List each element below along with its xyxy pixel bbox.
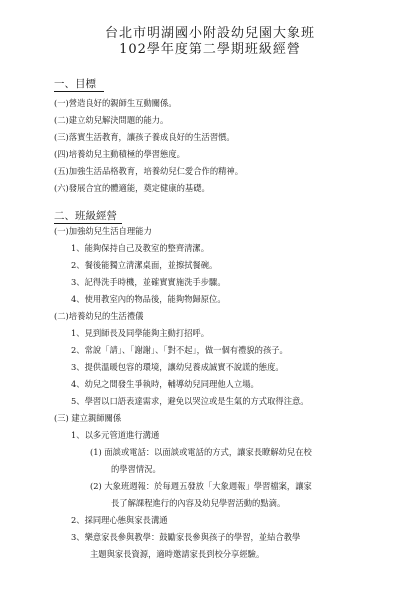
list-item: 2、採同理心態與家長溝通 — [71, 515, 168, 525]
list-item: 3、記得洗手時機，並確實實施洗手步驟。 — [71, 277, 226, 287]
list-item: 1、能夠保持自己及教室的整齊清潔。 — [71, 243, 210, 253]
goal-item: (四)培養幼兒主動積極的學習態度。 — [54, 149, 185, 159]
list-item: 3、樂意家長參與教學：鼓勵家長參與孩子的學習，並結合教學 — [71, 532, 301, 542]
subsection-title-parent-relations: (三) 建立親師關係 — [54, 413, 122, 423]
list-item-detail-continued: 長了解課程進行的內容及幼兒學習活動的點滴。 — [111, 498, 286, 508]
list-item-detail-continued: 的學習情況。 — [111, 464, 161, 474]
list-item: 2、餐後能獨立清潔桌面，並擦拭餐碗。 — [71, 260, 218, 270]
list-item: 3、提供溫暖包容的環境，讓幼兒養成誠實不說謊的態度。 — [71, 362, 284, 372]
document-title-school: 台北市明湖國小附設幼兒園大象班 — [104, 26, 315, 41]
subsection-title-etiquette: (二)培養幼兒的生活禮儀 — [54, 311, 144, 321]
list-item: 5、學習以口語表達需求，避免以哭泣或是生氣的方式取得注意。 — [71, 396, 309, 406]
list-item-detail: (1) 面談或電話：以面談或電話的方式，讓家長瞭解幼兒在校 — [90, 447, 312, 457]
list-item: 4、使用教室內的物品後，能夠物歸原位。 — [71, 294, 226, 304]
list-item: 2、常說「請」、「謝謝」、「對不起」，做一個有禮貌的孩子。 — [71, 345, 288, 355]
goal-item: (二)建立幼兒解決問題的能力。 — [54, 115, 169, 125]
goal-item: (一)營造良好的親師生互動關係。 — [54, 98, 177, 108]
list-item: 4、幼兒之間發生爭執時，輔導幼兒同理他人立場。 — [71, 379, 259, 389]
list-item: 1、以多元管道進行溝通 — [71, 430, 160, 440]
subsection-title-self-care: (一)加強幼兒生活自理能力 — [54, 226, 152, 236]
goal-item: (五)加強生活品格教育，培養幼兒仁愛合作的精神。 — [54, 166, 244, 176]
section-heading-class-management: 二、班級經營 — [54, 210, 122, 224]
document-title-semester: 102學年度第二學期班級經營 — [119, 42, 301, 57]
goal-item: (六)發展合宜的體適能，奠定健康的基礎。 — [54, 183, 210, 193]
goal-item: (三)落實生活教育，讓孩子養成良好的生活習慣。 — [54, 132, 235, 142]
list-item: 1、見到師長及同學能夠主動打招呼。 — [71, 328, 210, 338]
section-heading-goals: 一、目標 — [54, 78, 104, 92]
list-item-detail: (2) 大象班週報：於每週五發放「大象週報」學習檔案，讓家 — [90, 481, 312, 491]
list-item-continued: 主題與家長資源，適時邀請家長到校分享經驗。 — [90, 549, 265, 559]
